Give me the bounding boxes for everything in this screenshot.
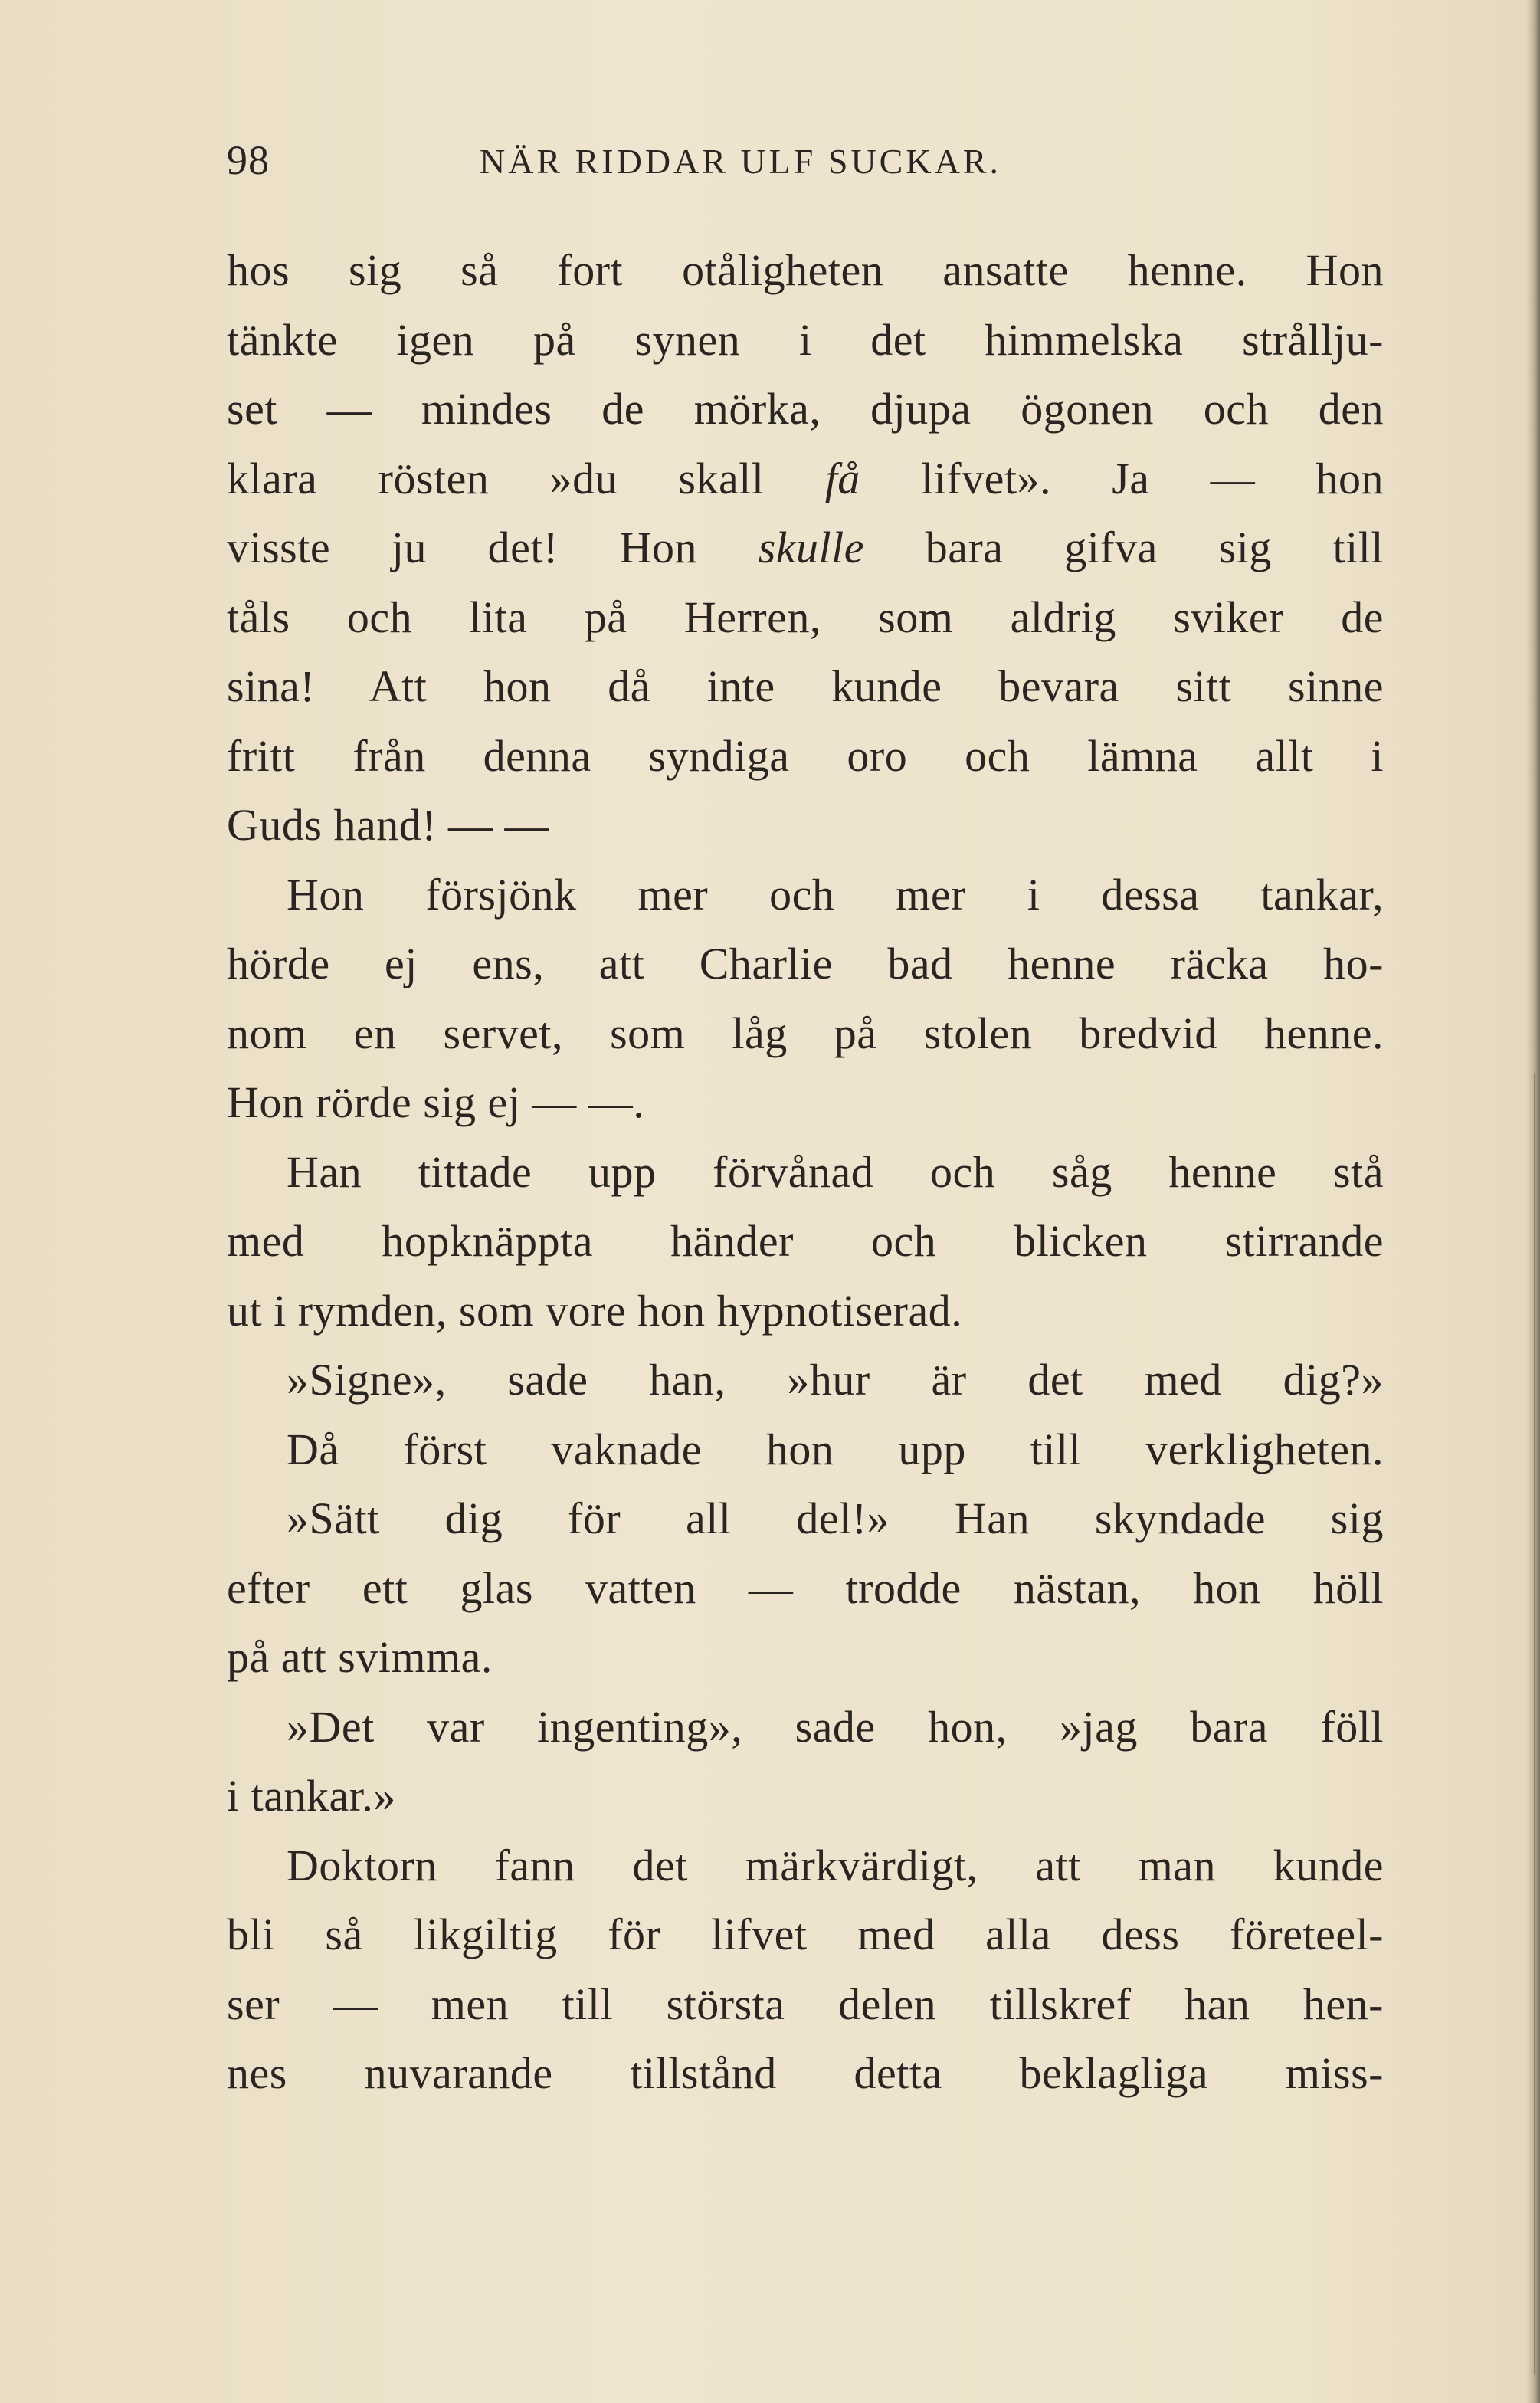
text-segment: bli så likgiltig för lifvet med alla dess företeel- [227,1910,1384,1959]
running-title: NÄR RIDDAR ULF SUCKAR. [480,142,1001,181]
text-segment: Då först vaknade hon upp till verkligheten. [287,1424,1384,1474]
text-segment: hörde ej ens, att Charlie bad henne räcka ho- [227,939,1384,988]
page-header [227,136,1154,198]
text-segment: sina! Att hon då inte kunde bevara sitt sinne [227,661,1384,711]
text-segment: efter ett glas vatten — trodde nästan, hon höll [227,1562,1384,1613]
text-line [227,1623,1384,1693]
text-segment: lifvet». Ja — hon [860,453,1384,503]
page-edge-line [1534,1073,1535,2375]
text-segment: ser — men till största delen tillskref han hen- [227,1978,1384,2029]
text-segment: nom en servet, som låg på stolen bredvid henne. [227,1008,1384,1058]
italic-text: få [824,453,860,503]
page-number: 98 [227,137,270,183]
text-line [227,1831,1384,1901]
text-line [227,929,1384,999]
text-line [227,1970,1384,2040]
text-line [227,861,1384,930]
text-segment: på att svimma. [227,1632,493,1682]
text-line [227,1762,1384,1831]
text-line [227,375,1384,444]
text-line [227,1900,1384,1970]
text-segment: Han tittade upp förvånad och såg henne stå [287,1146,1384,1197]
text-segment: klara rösten »du skall [227,453,825,503]
text-line [227,1484,1384,1554]
italic-text: skulle [758,523,864,572]
text-line [227,1207,1384,1277]
text-line [227,999,1384,1069]
body-text [227,236,1384,2109]
text-line [227,1346,1384,1415]
text-segment: nes nuvarande tillstånd detta beklagliga miss- [227,2048,1384,2098]
text-segment: Guds hand! — — [227,800,550,850]
text-line [227,1138,1384,1208]
text-segment: tänkte igen på synen i det himmelska strållju- [227,314,1384,365]
text-segment: »Det var ingenting», sade hon, »jag bara föll [287,1701,1384,1752]
text-line [227,236,1384,306]
text-segment: visste ju det! Hon [227,523,759,572]
text-line [227,1415,1384,1485]
text-line [227,513,1384,583]
text-segment: hos sig så fort otåligheten ansatte henne. Hon [227,245,1384,295]
text-segment: »Signe», sade han, »hur är det med dig?» [287,1355,1384,1405]
text-segment: »Sätt dig för all del!» Han skyndade sig [287,1493,1384,1543]
text-segment: fritt från denna syndiga oro och lämna allt i [227,730,1384,781]
text-segment: tåls och lita på Herren, som aldrig sviker de [227,592,1384,642]
text-line [227,306,1384,375]
text-line [227,583,1384,653]
text-line [227,652,1384,722]
text-segment: ut i rymden, som vore hon hypnotiserad. [227,1285,963,1336]
text-segment: Hon rörde sig ej — —. [227,1077,645,1127]
text-line [227,444,1384,514]
text-line [227,1068,1384,1138]
page-edge-shadow [1526,0,1540,2403]
text-segment: Hon försjönk mer och mer i dessa tankar, [287,869,1384,920]
text-line [227,2039,1384,2109]
text-line [227,1277,1384,1346]
text-segment: bara gifva sig till [863,523,1384,572]
text-segment: med hopknäppta händer och blicken stirrande [227,1216,1384,1266]
text-line [227,1693,1384,1762]
text-segment: i tankar.» [227,1771,396,1821]
text-segment: set — mindes de mörka, djupa ögonen och den [227,384,1384,434]
text-segment: Doktorn fann det märkvärdigt, att man kunde [287,1840,1384,1890]
text-line [227,791,1384,861]
text-line [227,1554,1384,1624]
text-line [227,722,1384,792]
